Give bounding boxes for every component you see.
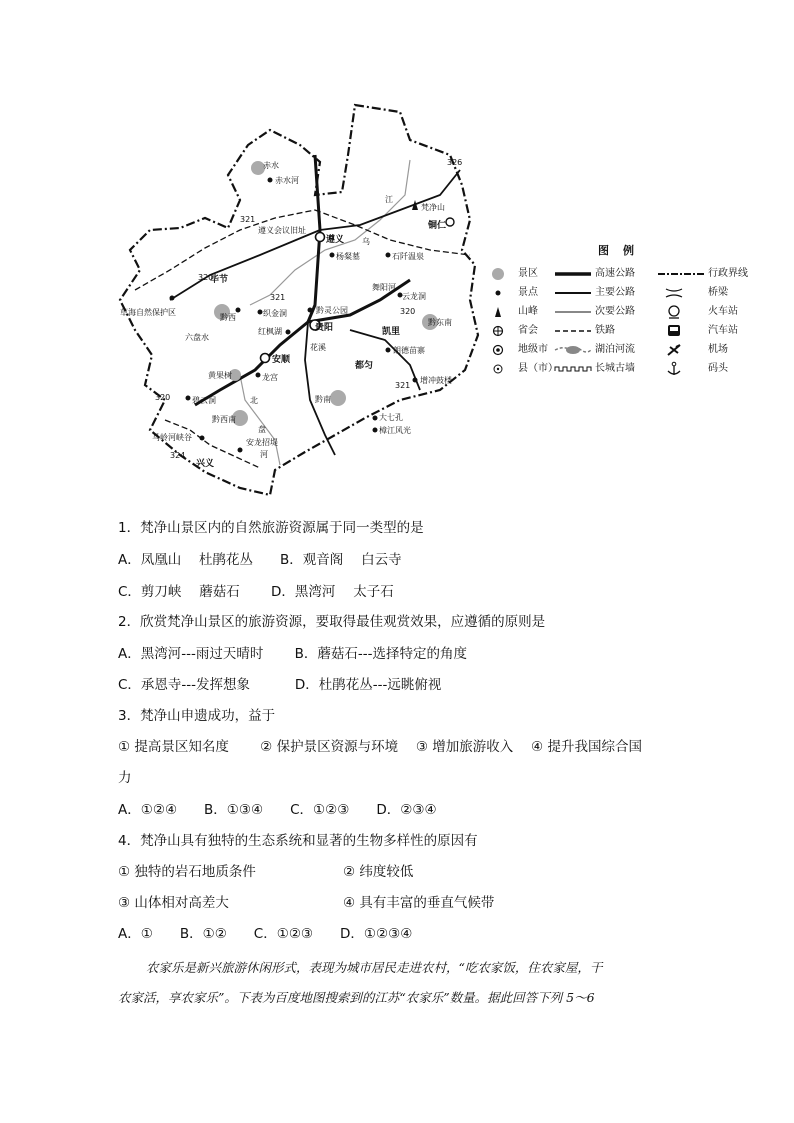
q4-item-4: ④ 具有丰富的垂直气候带 bbox=[343, 895, 495, 911]
legend-wharf: 码头 bbox=[656, 361, 728, 377]
label-huangguoshu: 黄果树 bbox=[208, 371, 232, 380]
legend-airport: 机场 bbox=[656, 342, 728, 358]
label-longgong: 龙宫 bbox=[262, 373, 278, 382]
city-anshun bbox=[261, 354, 270, 363]
legend-admin-boundary: 行政界线 bbox=[708, 268, 748, 279]
label-duyun: 都匀 bbox=[355, 361, 374, 371]
railway-2 bbox=[315, 210, 470, 255]
legend-bridge: 桥梁 bbox=[656, 285, 728, 301]
label-malinghe: 马岭河峡谷 bbox=[152, 433, 192, 442]
label-huaxi: 花溪 bbox=[310, 343, 326, 352]
label-road-324: 324 bbox=[170, 451, 186, 460]
label-wuyanghe: 舞阳河 bbox=[372, 283, 396, 292]
city-zunyi bbox=[316, 233, 325, 242]
city-tongren bbox=[446, 218, 454, 226]
label-chishui: 赤水 bbox=[263, 161, 279, 170]
road-main-2 bbox=[305, 322, 335, 455]
road-main-1 bbox=[170, 230, 320, 300]
label-road-320b: 320 bbox=[400, 307, 416, 316]
legend-title: 图例 bbox=[598, 244, 648, 257]
q3-items-cont: 力 bbox=[118, 770, 132, 786]
q2-options-cd: C．承恩寺---发挥想象 D．杜鹃花丛---远眺俯视 bbox=[118, 677, 442, 693]
legend-secondary-road: 次要公路 bbox=[595, 306, 635, 317]
legend-railway: 铁路 bbox=[595, 325, 615, 336]
legend-county: 县（市） bbox=[488, 361, 558, 377]
map-legend bbox=[488, 240, 778, 390]
label-zengchong: 增冲鼓楼 bbox=[420, 376, 452, 385]
label-road-321b: 321 bbox=[270, 293, 286, 302]
scenic-area-qiannan bbox=[330, 390, 346, 406]
q4-options: A．① B．①② C．①②③ D．①②③④ bbox=[118, 926, 413, 942]
label-pan: 盘 bbox=[258, 425, 266, 434]
label-zhijin: 织金洞 bbox=[263, 309, 287, 318]
q1-options-ab: A．凤凰山 杜鹃花丛 B．观音阁 白云寺 bbox=[118, 552, 402, 568]
label-road-321a: 321 bbox=[240, 215, 256, 224]
label-caohai: 草海自然保护区 bbox=[120, 308, 176, 317]
label-road-320c: 320 bbox=[155, 393, 171, 402]
label-road-326: 326 bbox=[447, 158, 463, 167]
guizhou-tourism-map bbox=[110, 100, 490, 505]
legend-lake-river: 湖泊河流 bbox=[553, 342, 635, 358]
legend-peak: 山峰 bbox=[488, 304, 538, 320]
legend-scenic-area: 景区 bbox=[488, 266, 538, 282]
label-daqikong: 大七孔 bbox=[379, 413, 403, 422]
label-zhangjiang: 樟江风光 bbox=[379, 426, 411, 435]
passage-line-1: 农家乐是新兴旅游休闲形式，表现为城市居民走进农村，“吃农家饭，住农家屋，干 bbox=[146, 960, 603, 975]
label-anshun: 安顺 bbox=[272, 355, 291, 365]
highway-west bbox=[195, 322, 308, 405]
label-shiqian: 石阡温泉 bbox=[392, 252, 424, 261]
q3-stem: 3．梵净山申遗成功，益于 bbox=[118, 708, 276, 724]
legend-capital: 省会 bbox=[488, 323, 538, 339]
q2-stem: 2．欣赏梵净山景区的旅游资源，要取得最佳观赏效果，应遵循的原则是 bbox=[118, 614, 546, 630]
label-tongren: 铜仁 bbox=[428, 221, 447, 231]
legend-bus-station: 汽车站 bbox=[656, 323, 738, 339]
legend-scenic-point: 景点 bbox=[488, 285, 538, 301]
label-yangchengling: 杨粲墓 bbox=[336, 252, 360, 261]
label-anlong: 安龙招堤 bbox=[246, 438, 278, 447]
q3-items: ① 提高景区知名度 ② 保护景区资源与环境 ③ 增加旅游收入 ④ 提升我国综合国 bbox=[118, 739, 642, 755]
label-road-321c: 321 bbox=[395, 381, 411, 390]
label-bei: 北 bbox=[250, 396, 258, 405]
label-kaili: 凯里 bbox=[382, 327, 401, 337]
label-hongfeng: 红枫湖 bbox=[258, 327, 282, 336]
label-qianxinan: 黔西南 bbox=[212, 415, 236, 424]
label-he: 河 bbox=[260, 450, 268, 459]
q3-options: A．①②④ B．①③④ C．①②③ D．②③④ bbox=[118, 802, 437, 818]
q4-item-2: ② 纬度较低 bbox=[343, 864, 414, 880]
q4-item-1: ① 独特的岩石地质条件 bbox=[118, 864, 256, 880]
label-jiang: 江 bbox=[385, 195, 393, 204]
label-zunyi: 遵义 bbox=[326, 235, 345, 245]
label-qianxi: 黔西 bbox=[220, 313, 236, 322]
q1-stem: 1．梵净山景区内的自然旅游资源属于同一类型的是 bbox=[118, 520, 424, 536]
legend-great-wall: 长城古墙 bbox=[553, 361, 635, 377]
legend-main-road: 主要公路 bbox=[595, 287, 635, 298]
q4-item-3: ③ 山体相对高差大 bbox=[118, 895, 229, 911]
label-road-320a: 320 bbox=[198, 273, 214, 282]
label-qiannan: 黔南 bbox=[315, 395, 331, 404]
label-qiandongnan: 黔东南 bbox=[428, 318, 452, 327]
label-yunlong: 云龙洞 bbox=[402, 292, 426, 301]
legend-train-station: 火车站 bbox=[656, 304, 738, 320]
label-chishuihe: 赤水河 bbox=[275, 176, 299, 185]
label-zunyi-meeting: 遵义会议旧址 bbox=[258, 226, 306, 235]
legend-prefecture-city: 地级市 bbox=[488, 342, 548, 358]
q1-options-cd: C．剪刀峡 蘑菇石 D．黑湾河 太子石 bbox=[118, 584, 394, 600]
label-liupanshui: 六盘水 bbox=[185, 333, 209, 342]
label-xingyi: 兴义 bbox=[196, 459, 215, 469]
label-bijie: 毕节 bbox=[210, 275, 229, 285]
label-fanjingshan: 梵净山 bbox=[421, 203, 445, 212]
label-biyun: 碧云洞 bbox=[192, 396, 216, 405]
label-guiyang: 贵阳 bbox=[315, 323, 334, 333]
passage-line-2: 农家活，享农家乐”。下表为百度地图搜索到的江苏“农家乐”数量。据此回答下列 5～6 bbox=[118, 990, 595, 1005]
label-wu: 乌 bbox=[362, 237, 370, 246]
q2-options-ab: A．黑湾河---雨过天晴时 B．蘑菇石---选择特定的角度 bbox=[118, 646, 468, 662]
label-qianling: 黔灵公园 bbox=[316, 306, 348, 315]
q4-stem: 4．梵净山具有独特的生态系统和显著的生物多样性的原因有 bbox=[118, 833, 478, 849]
label-langde: 朗德苗寨 bbox=[393, 346, 425, 355]
legend-expressway: 高速公路 bbox=[595, 268, 635, 279]
